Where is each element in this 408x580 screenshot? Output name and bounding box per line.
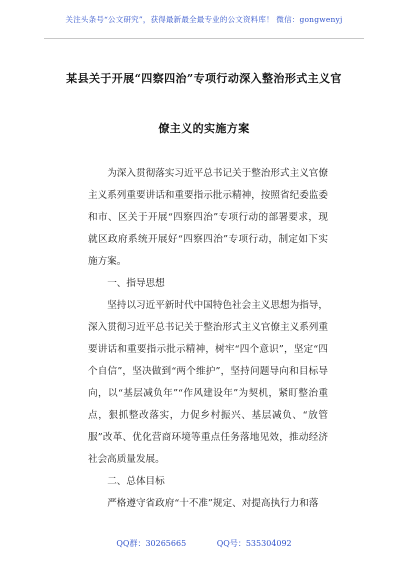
intro-paragraph: 为深入贯彻落实习近平总书记关于整治形式主义官僚主义系列重要讲话和重要指示批示精神，按照省纪委监委和市、区关于开展“四察四治”专项行动的部署要求，现就区政府系统开展好“四察四治”专项行动，制定如下实施方案。 xyxy=(88,168,328,267)
document-title-line-1: 某县关于开展“四察四治”专项行动深入整治形式主义官 xyxy=(66,72,342,85)
footer-qq-number: QQ号：535304092 xyxy=(216,539,292,548)
footer-qq-group: QQ群：30265665 xyxy=(116,539,187,548)
document-body xyxy=(88,163,328,515)
section-heading-overall-goal: 二、总体目标 xyxy=(107,476,165,487)
overall-goal-paragraph: 严格遵守省政府“十不准”规定、对提高执行力和落 xyxy=(107,498,319,509)
guiding-ideology-paragraph: 坚持以习近平新时代中国特色社会主义思想为指导，深入贯彻习近平总书记关于整治形式主义官僚主义系列重要讲话和重要指示批示精神，树牢“四个意识”，坚定“四个自信”，坚决做到“两个维护”，坚持问题导向和目标导向，以“基层减负年”“作风建设年”为契机，紧盯整治重点，狠抓整改落实，力促乡村振兴、基层减负、“放管服”改革、优化营商环境等重点任务落地见效，推动经济社会高质量发展。 xyxy=(88,300,328,465)
document-title-line-2: 僚主义的实施方案 xyxy=(158,122,250,135)
footer-contact xyxy=(0,538,408,549)
header-banner: 关注头条号“公文研究”，获得最新最全最专业的公文资料库！ 微信：gongwenyj xyxy=(65,15,343,24)
section-heading-guiding-ideology: 一、指导思想 xyxy=(107,278,165,289)
header-divider xyxy=(44,38,364,39)
